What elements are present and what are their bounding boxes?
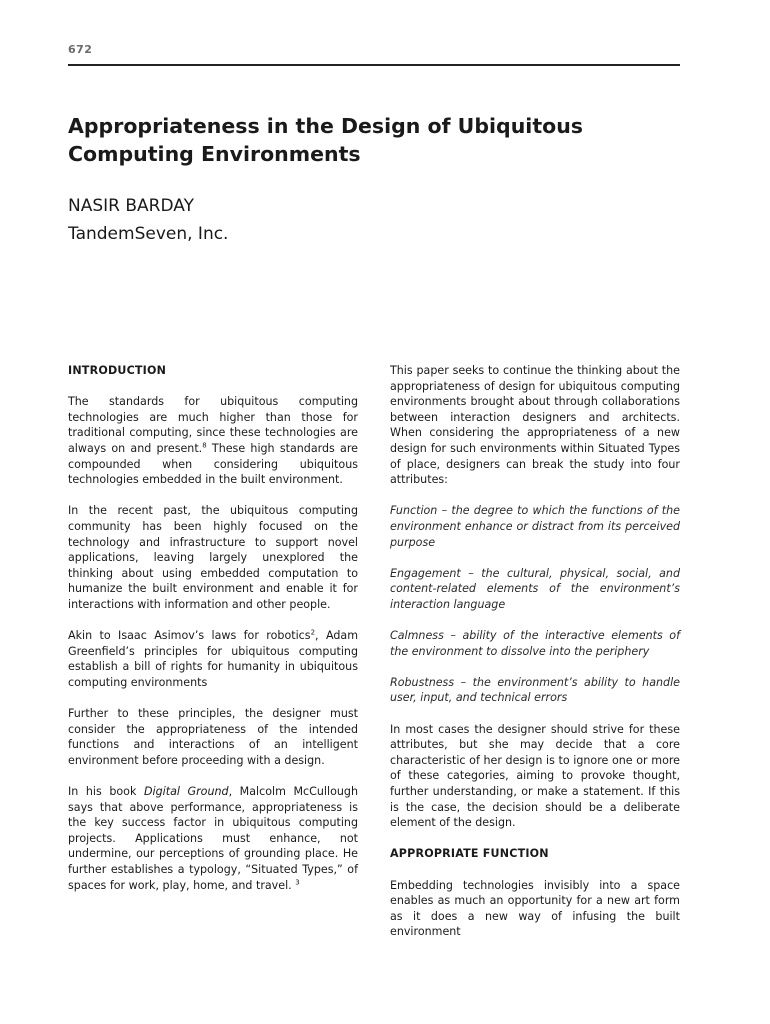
paragraph-intro: This paper seeks to continue the thinking about the appropriateness of design for ubiquitous computing environments brought about through collaborations between interaction designers and architects. When considering the appropriateness of a new design for such environments within Situated Types of place, designers can break the study into four attributes: <box>390 364 680 487</box>
paragraph-text: , Adam Greenfield’s principles for ubiquitous computing establish a bill of rights for humanity in ubiquitous computing environments <box>68 629 358 689</box>
paragraph-text: These high standards are compounded when considering ubiquitous technologies embedded in the built environment. <box>68 441 359 487</box>
page-number: 672 <box>68 43 93 56</box>
section-heading-introduction: INTRODUCTION <box>68 364 167 377</box>
paragraph-mccullough <box>68 784 358 893</box>
author-name: NASIR BARDAY <box>68 196 194 216</box>
paragraph-text: In his book <box>68 785 144 799</box>
paragraph-further: Further to these principles, the designer must consider the appropriateness of the intended functions and interactions of an intelligent environment before proceeding with a design. <box>68 707 358 767</box>
paragraph-embedding: Embedding technologies invisibly into a space enables as much an opportunity for a new art form as it does a new way of infusing the built environment <box>390 878 680 939</box>
paragraph-recent-past: In the recent past, the ubiquitous computing community has been highly focused on the technology and infrastructure to support novel applications, leaving largely unexplored the thinking about using embedded computation to humanize the built environment and enable it for interactions with information and other people. <box>68 504 358 611</box>
paragraph-text: The standards for ubiquitous computing technologies are much higher than those for traditional computing, since these technologies are always on and present. <box>68 395 358 455</box>
paragraph-standards <box>68 394 358 488</box>
paragraph-asimov <box>68 628 358 690</box>
paragraph-text: Akin to Isaac Asimov’s laws for robotics <box>68 629 311 643</box>
attribute-engagement: Engagement – the cultural, physical, social, and content-related elements of the environment’s interaction language <box>390 566 680 611</box>
footnote-ref: 3 <box>295 877 300 886</box>
header-rule <box>68 64 680 66</box>
paragraph-text: , Malcolm McCullough says that above performance, appropriateness is the key success factor in ubiquitous computing projects. Applications must enhance, not undermine, our perceptions of grounding place. He further establishes a typology, “Situated Types,” of spaces for work, play, home, and travel. <box>68 785 358 892</box>
book-title: Digital Ground <box>143 785 229 799</box>
footnote-ref: 2 <box>310 628 316 637</box>
footnote-ref: 8 <box>202 441 207 450</box>
attribute-robustness: Robustness – the environment’s ability to handle user, input, and technical errors <box>390 675 680 705</box>
left-column <box>68 363 358 909</box>
right-column <box>390 363 680 956</box>
author-affiliation: TandemSeven, Inc. <box>68 224 229 244</box>
attribute-calmness: Calmness – ability of the interactive elements of the environment to dissolve into the periphery <box>390 629 680 658</box>
section-heading-appropriate-function: APPROPRIATE FUNCTION <box>390 847 549 861</box>
paragraph-most-cases: In most cases the designer should strive for these attributes, but she may decide that a core characteristic of her design is to ignore one or more of these categories, aiming to provoke thought, further understanding, or make a statement. If this is the case, the decision should be a deliberate element of the design. <box>390 722 680 830</box>
paper-title: Appropriateness in the Design of Ubiquitous Computing Environments <box>68 114 584 166</box>
attribute-function: Function – the degree to which the functions of the environment enhance or distract from its perceived purpose <box>390 504 680 549</box>
